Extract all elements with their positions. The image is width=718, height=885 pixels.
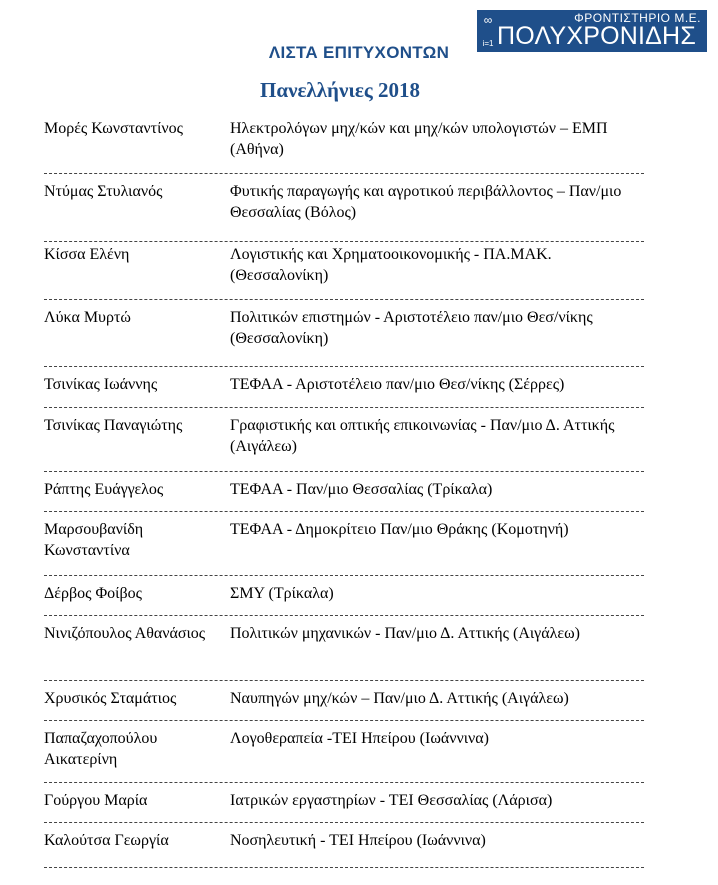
page-subtitle: Πανελλήνιες 2018 [260, 78, 420, 102]
logo-subtitle: ΦΡΟΝΤΙΣΤΗΡΙΟ Μ.Ε. [574, 11, 701, 25]
school-name: ΤΕΦΑΑ - Αριστοτέλειο παν/μιο Θεσ/νίκης (Σέρρες) [230, 376, 565, 393]
list-item [44, 581, 644, 616]
logo-mark-top: ∞ [483, 13, 493, 27]
student-name: Παπαζαχοπούλου Αικατερίνη [44, 730, 158, 768]
school-name: Ιατρικών εργαστηρίων - ΤΕΙ Θεσσαλίας (Λάρισα) [230, 792, 553, 809]
student-name: Ράπτης Ευάγγελος [44, 481, 164, 498]
school-name: Πολιτικών επιστημών - Αριστοτέλειο παν/μιο Θεσ/νίκης (Θεσσαλονίκη) [230, 309, 593, 347]
list-item [44, 517, 644, 576]
school-name: Λογιστικής και Χρηματοοικονομικής - ΠΑ.ΜΑΚ. (Θεσσαλονίκη) [230, 246, 552, 284]
list-item [44, 372, 644, 408]
student-name: Χρυσικός Σταμάτιος [44, 690, 177, 707]
list-item [44, 305, 644, 367]
student-name: Νινιζόπουλος Αθανάσιος [44, 625, 206, 642]
list-item [44, 726, 644, 783]
list-item [44, 242, 644, 300]
list-item [44, 828, 644, 868]
list-item [44, 788, 644, 823]
list-item [44, 116, 644, 174]
list-item [44, 686, 644, 721]
student-name: Καλούτσα Γεωργία [44, 832, 169, 849]
list-item [44, 413, 644, 472]
list-item [44, 179, 644, 242]
student-name: Ντύμας Στυλιανός [44, 183, 163, 200]
student-name: Γούργου Μαρία [44, 792, 148, 809]
school-name: Νοσηλευτική - ΤΕΙ Ηπείρου (Ιωάννινα) [230, 832, 486, 849]
student-name: Τσινίκας Ιωάννης [44, 376, 158, 393]
student-name: Δέρβος Φοίβος [44, 585, 142, 602]
school-name: ΤΕΦΑΑ - Παν/μιο Θεσσαλίας (Τρίκαλα) [230, 481, 493, 498]
school-name: Φυτικής παραγωγής και αγροτικού περιβάλλοντος – Παν/μιο Θεσσαλίας (Βόλος) [230, 183, 622, 221]
student-name: Μορές Κωνσταντίνος [44, 120, 183, 137]
list-item [44, 477, 644, 512]
school-name: Λογοθεραπεία -ΤΕΙ Ηπείρου (Ιωάννινα) [230, 730, 489, 747]
school-name: ΤΕΦΑΑ - Δημοκρίτειο Παν/μιο Θράκης (Κομοτηνή) [230, 521, 569, 538]
school-name: Ηλεκτρολόγων μηχ/κών και μηχ/κών υπολογιστών – ΕΜΠ (Αθήνα) [230, 120, 608, 158]
student-name: Μαρσουβανίδη Κωνσταντίνα [44, 521, 144, 559]
list-item [44, 621, 644, 681]
school-name: Πολιτικών μηχανικών - Παν/μιο Δ. Αττικής (Αιγάλεω) [230, 625, 580, 642]
logo-title: ΠΟΛΥΧΡΟΝΙΔΗΣ [497, 22, 696, 50]
results-list [44, 116, 644, 868]
school-name: Ναυπηγών μηχ/κών – Παν/μιο Δ. Αττικής (Αιγάλεω) [230, 690, 569, 707]
school-name: Γραφιστικής και οπτικής επικοινωνίας - Παν/μιο Δ. Αττικής (Αιγάλεω) [230, 417, 615, 455]
logo-mark-bottom: i=1 [482, 39, 494, 48]
page-title: ΛΙΣΤΑ ΕΠΙΤΥΧΟΝΤΩΝ [268, 43, 450, 62]
school-name: ΣΜΥ (Τρίκαλα) [230, 585, 334, 602]
student-name: Τσινίκας Παναγιώτης [44, 417, 183, 434]
student-name: Κίσσα Ελένη [44, 246, 130, 263]
student-name: Λύκα Μυρτώ [44, 309, 131, 326]
